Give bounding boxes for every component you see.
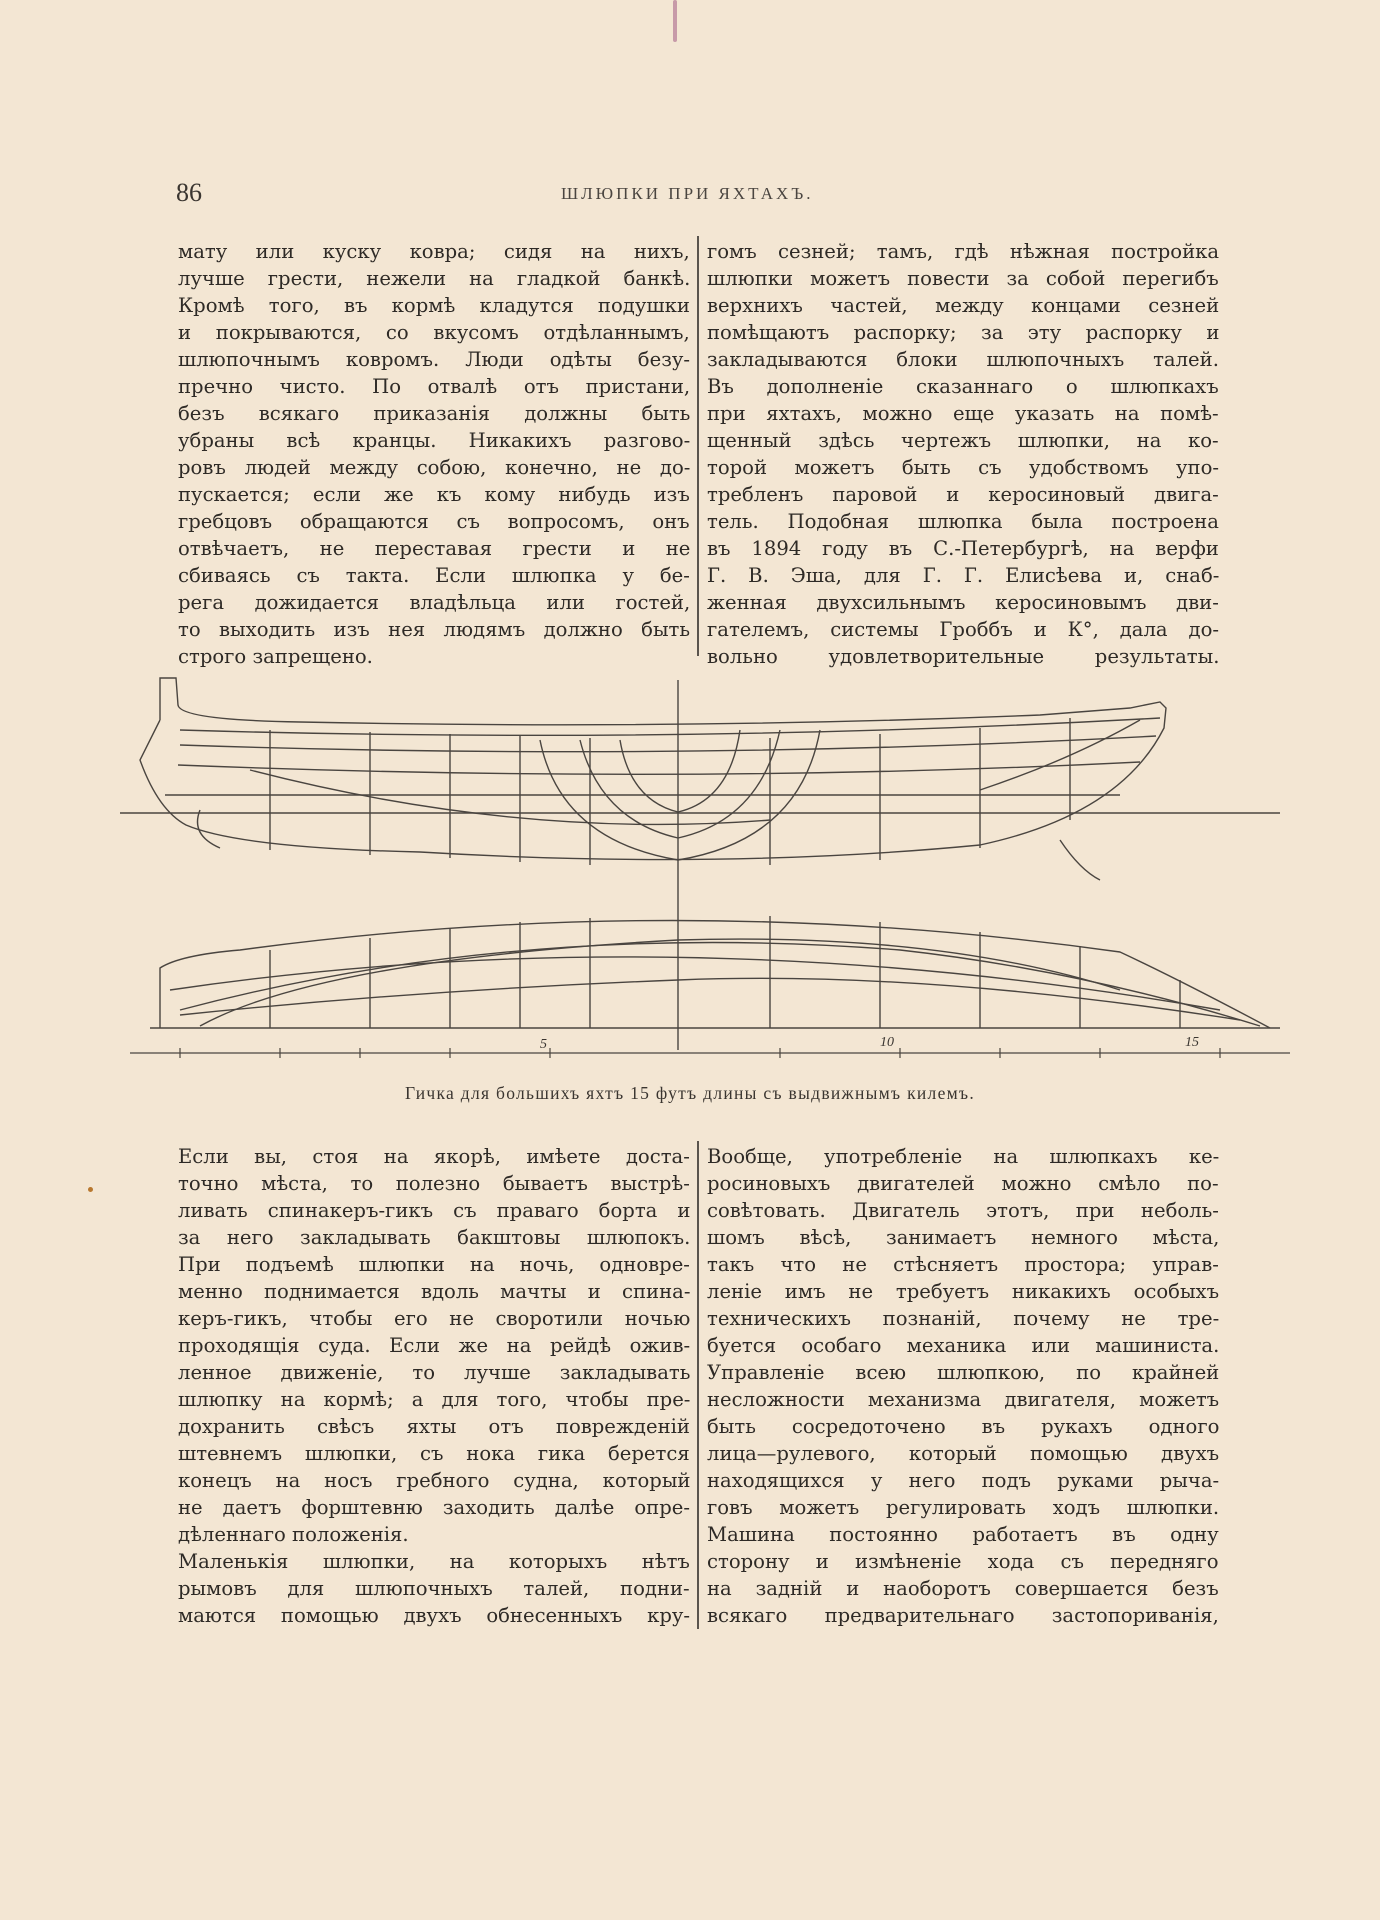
text-line: безъ всякаго приказанія должны быть	[178, 402, 690, 425]
text-line: помѣщаютъ распорку; за эту распорку и	[707, 321, 1219, 344]
text-line: совѣтовать. Двигатель этотъ, при неболь-	[707, 1199, 1219, 1222]
text-line: ливать спинакеръ-гикъ съ праваго борта и	[178, 1199, 690, 1222]
scale-bar	[130, 1048, 1290, 1058]
text-line: Если вы, стоя на якорѣ, имѣете доста-	[178, 1145, 690, 1168]
text-line: вольно удовлетворительные результаты.	[707, 645, 1219, 668]
text-line: гателемъ, системы Гроббъ и К°, дала до-	[707, 618, 1219, 641]
text-line: дѣленнаго положенія.	[178, 1523, 409, 1546]
text-line: несложности механизма двигателя, можетъ	[707, 1388, 1219, 1411]
text-line: сторону и измѣненіе хода съ передняго	[707, 1550, 1219, 1573]
text-line: сбиваясь съ такта. Если шлюпка у бе-	[178, 564, 690, 587]
text-line: шлюпку на кормѣ; а для того, чтобы пре-	[178, 1388, 690, 1411]
text-line: шлюпки можетъ повести за собой перегибъ	[707, 267, 1219, 290]
page-number: 86	[176, 178, 202, 207]
text-line: строго запрещено.	[178, 645, 373, 668]
text-line: требленъ паровой и керосиновый двига-	[707, 483, 1219, 506]
text-line: верхнихъ частей, между концами сезней	[707, 294, 1219, 317]
text-line: дохранить свѣсъ яхты отъ поврежденій	[178, 1415, 690, 1438]
text-line: Кромѣ того, въ кормѣ кладутся подушки	[178, 294, 690, 317]
text-line: тель. Подобная шлюпка была построена	[707, 510, 1219, 533]
text-line: мату или куску ковра; сидя на нихъ,	[178, 240, 690, 263]
text-line: шомъ вѣсѣ, занимаетъ немного мѣста,	[707, 1226, 1219, 1249]
text-line: штевнемъ шлюпки, съ нока гика берется	[178, 1442, 690, 1465]
figure-caption: Гичка для большихъ яхтъ 15 футъ длины съ выдвижнымъ килемъ.	[404, 1083, 976, 1103]
column-divider-bottom	[697, 1141, 699, 1629]
text-line: конецъ на носъ гребного судна, который	[178, 1469, 690, 1492]
text-line: при яхтахъ, можно еще указать на помѣ-	[707, 402, 1219, 425]
text-line: находящихся у него подъ руками рыча-	[707, 1469, 1219, 1492]
text-line: шлюпочнымъ ковромъ. Люди одѣты безу-	[178, 348, 690, 371]
sheer-line-1	[180, 718, 1160, 735]
text-line: При подъемѣ шлюпки на ночь, одновре-	[178, 1253, 690, 1276]
text-line: точно мѣста, то полезно бываетъ выстрѣ-	[178, 1172, 690, 1195]
top-left-column	[178, 238, 690, 670]
text-line: на заднiй и наоборотъ совершается безъ	[707, 1577, 1219, 1600]
text-line: Управленіе всею шлюпкою, по крайней	[707, 1361, 1219, 1384]
text-line: Маленькія шлюпки, на которыхъ нѣтъ	[178, 1550, 690, 1573]
text-line: въ 1894 году въ С.-Петербургѣ, на верфи	[707, 537, 1219, 560]
bottom-left-column	[178, 1143, 690, 1629]
text-line: пречно чисто. По отвалѣ отъ пристани,	[178, 375, 690, 398]
text-line: лица—рулевого, который помощью двухъ	[707, 1442, 1219, 1465]
text-line: закладываются блоки шлюпочныхъ талей.	[707, 348, 1219, 371]
text-line: щенный здѣсь чертежъ шлюпки, на ко-	[707, 429, 1219, 452]
text-line: Г. В. Эша, для Г. Г. Елисѣева и, снаб-	[707, 564, 1219, 587]
text-line: отвѣчаетъ, не переставая грести и не	[178, 537, 690, 560]
column-divider-top	[697, 236, 699, 656]
text-line: торой можетъ быть съ удобствомъ упо-	[707, 456, 1219, 479]
text-line: маются помощью двухъ обнесенныхъ кру-	[178, 1604, 690, 1627]
text-line: гомъ сезней; тамъ, гдѣ нѣжная постройка	[707, 240, 1219, 263]
text-line: ровъ людей между собою, конечно, не до-	[178, 456, 690, 479]
text-line: техническихъ познаній, почему не тре-	[707, 1307, 1219, 1330]
boat-profile-view	[120, 678, 1280, 1050]
text-line: менно поднимается вдоль мачты и спина-	[178, 1280, 690, 1303]
text-line: ленное движеніе, то лучше закладывать	[178, 1361, 690, 1384]
bookmark-stain	[673, 0, 677, 42]
text-line: то выходить изъ нея людямъ должно быть	[178, 618, 690, 641]
text-line: Вообще, употребленіе на шлюпкахъ ке-	[707, 1145, 1219, 1168]
text-line: лучше грести, нежели на гладкой банкѣ.	[178, 267, 690, 290]
ink-spot	[88, 1187, 93, 1192]
scale-label-5: 5	[540, 1037, 547, 1052]
top-right-column	[707, 238, 1219, 670]
text-line: женная двухсильнымъ керосиновымъ дви-	[707, 591, 1219, 614]
text-line: всякаго предварительнаго застопориванія,	[707, 1604, 1219, 1627]
page-header	[176, 178, 1216, 218]
scale-label-15: 15	[1185, 1035, 1199, 1050]
text-line: быть сосредоточено въ рукахъ одного	[707, 1415, 1219, 1438]
boat-drawing	[120, 670, 1300, 1070]
text-line: Въ дополненіе сказаннаго о шлюпкахъ	[707, 375, 1219, 398]
text-line: Машина постоянно работаетъ въ одну	[707, 1523, 1219, 1546]
text-line: убраны всѣ кранцы. Никакихъ разгово-	[178, 429, 690, 452]
text-line: за него закладывать бакштовы шлюпокъ.	[178, 1226, 690, 1249]
text-line: керъ-гикъ, чтобы его не своротили ночью	[178, 1307, 690, 1330]
text-line: такъ что не стѣсняетъ простора; управ-	[707, 1253, 1219, 1276]
boat-plan-view	[150, 840, 1280, 1028]
text-line: и покрываются, со вкусомъ отдѣланнымъ,	[178, 321, 690, 344]
bottom-right-column	[707, 1143, 1219, 1629]
text-line: рымовъ для шлюпочныхъ талей, подни-	[178, 1577, 690, 1600]
text-line: пускается; если же къ кому нибудь изъ	[178, 483, 690, 506]
scale-label-10: 10	[880, 1035, 894, 1050]
running-title: ШЛЮПКИ ПРИ ЯХТАХЪ.	[561, 184, 814, 203]
text-line: говъ можетъ регулировать ходъ шлюпки.	[707, 1496, 1219, 1519]
text-line: не даетъ форштевню заходить далѣе опре-	[178, 1496, 690, 1519]
text-line: леніе имъ не требуетъ никакихъ особыхъ	[707, 1280, 1219, 1303]
text-line: гребцовъ обращаются съ вопросомъ, онъ	[178, 510, 690, 533]
text-line: рега дожидается владѣльца или гостей,	[178, 591, 690, 614]
half-breadth-outline	[160, 920, 1270, 1028]
text-line: буется особаго механика или машиниста.	[707, 1334, 1219, 1357]
text-line: росиновыхъ двигателей можно смѣло по-	[707, 1172, 1219, 1195]
text-line: проходящія суда. Если же на рейдѣ ожив-	[178, 1334, 690, 1357]
